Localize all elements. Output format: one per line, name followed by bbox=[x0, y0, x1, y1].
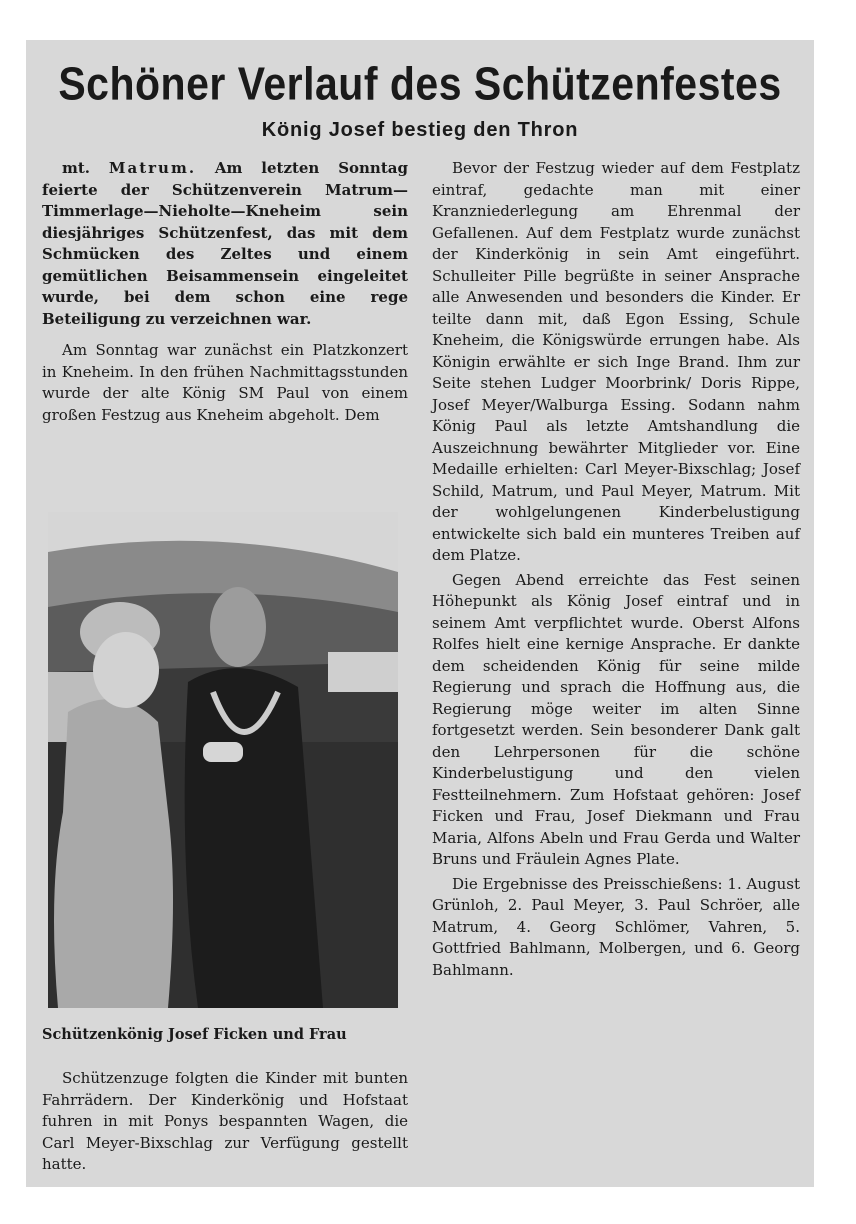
article-subheadline: König Josef bestieg den Thron bbox=[261, 119, 579, 141]
left-paragraph-2: Am Sonntag war zunächst ein Platzkonzert in Kneheim. In den frühen Nachmittagsstunden wurde der alte König SM Paul von einem großen Festzug aus Kneheim abgeholt. Dem bbox=[42, 341, 408, 424]
right-paragraph-3: Die Ergebnisse des Preisschießens: 1. August Grünloh, 2. Paul Meyer, 3. Paul Schröer, alle Matrum, 4. Georg Schlömer, Vahren, 5. Gottfried Bahlmann, Molbergen, und 6. Georg Bahlmann. bbox=[432, 874, 800, 979]
right-paragraph-2: Gegen Abend erreichte das Fest seinen Höhepunkt als König Josef eintraf und in seinem Amt verpflichtet wurde. Oberst Alfons Rolfes hielt eine kernige Ansprache. Er dankte dem scheidenden König für seine milde Regierung und sprach die Hoffnung aus, die Regierung möge weiter im alten Sinne fortgesetzt werden. Sein besonderer Dank galt den Lehrpersonen für die schöne Kinderbelustigung und den vielen Festteilnehmern. Zum Hofstaat gehören: Josef Ficken und Frau, Josef Diekmann und Frau Maria, Alfons Abeln und Frau Gerda und Walter Bruns und Fräulein Agnes Plate. bbox=[432, 570, 800, 868]
article-headline: Schöner Verlauf des Schützenfestes bbox=[58, 58, 782, 110]
lead-prefix: mt. bbox=[62, 159, 91, 177]
left-paragraph-3: Schützenzuge folgten die Kinder mit bunten Fahrrädern. Der Kinderkönig und Hofstaat fuhren in mit Ponys bespannten Wagen, die Carl Meyer-Bixschlag zur Verfügung gestellt hatte. bbox=[42, 1069, 408, 1173]
photo-caption: Schützenkönig Josef Ficken und Frau bbox=[42, 1026, 347, 1043]
photo-image bbox=[48, 512, 398, 1008]
lead-text: Am letzten Sonntag feierte der Schützenverein Matrum—Timmerlage—Nieholte—Kneheim sein diesjähriges Schützenfest, das mit dem Schmücken des Zeltes und einem gemütlichen Beisammensein eingeleitet wurde, bei dem schon eine rege Beteiligung zu verzeichnen war. bbox=[42, 159, 408, 328]
photo-koenigspaar bbox=[48, 512, 398, 1008]
right-paragraph-1: Bevor der Festzug wieder auf dem Festplatz eintraf, gedachte man mit einer Kranzniederlegung am Ehrenmal der Gefallenen. Auf dem Festplatz wurde zunächst der Kinderkönig in sein Amt eingeführt. Schulleiter Pille begrüßte in seiner Ansprache alle Anwesenden und besonders die Kinder. Er teilte dann mit, daß Egon Essing, Schule Kneheim, die Königswürde errungen habe. Als Königin erwählte er sich Inge Brand. Ihm zur Seite stehen Ludger Moorbrink/ Doris Rippe, Josef Meyer/Walburga Essing. Sodann nahm König Paul als letzte Amtshandlung die Auszeichnung bewährter Mitglieder vor. Eine Medaille erhielten: Carl Meyer-Bixschlag; Josef Schild, Matrum, und Paul Meyer, Matrum. Mit der wohlgelungenen Kinderbelustigung entwickelte sich bald ein munteres Treiben auf dem Platze. bbox=[432, 159, 800, 564]
newspaper-clipping bbox=[26, 40, 814, 1187]
left-column-top bbox=[42, 158, 408, 426]
left-column-bottom bbox=[42, 1068, 408, 1176]
right-column bbox=[432, 158, 800, 981]
lead-paragraph bbox=[42, 158, 408, 330]
lead-place: Matrum. bbox=[108, 159, 197, 177]
